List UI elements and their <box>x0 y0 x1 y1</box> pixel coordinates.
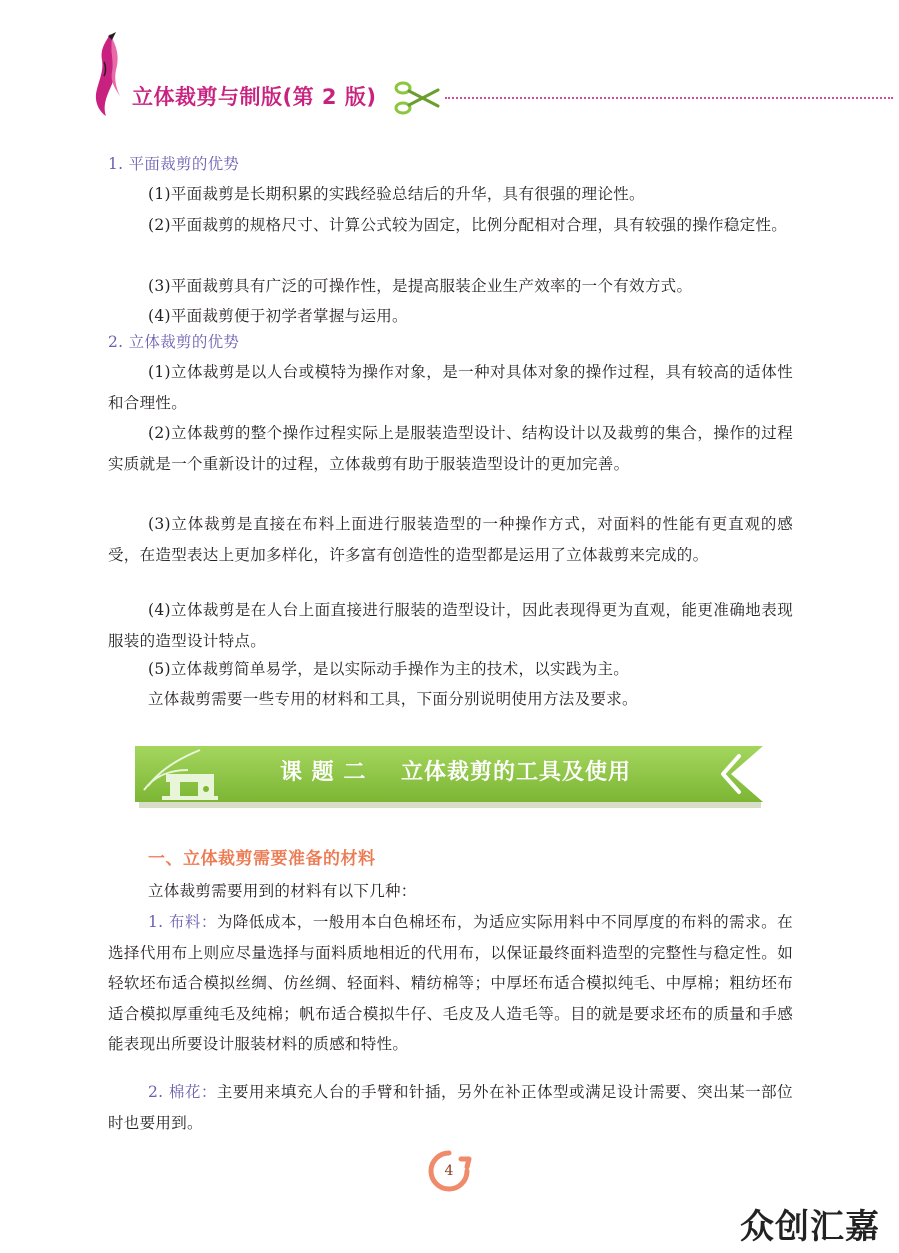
paragraph-flat-2: (2)平面裁剪的规格尺寸、计算公式较为固定，比例分配相对合理，具有较强的操作稳定性。 <box>148 216 788 234</box>
paragraph-flat-3: (3)平面裁剪具有广泛的可操作性，是提高服装企业生产效率的一个有效方式。 <box>148 277 693 295</box>
scissors-icon <box>394 78 440 118</box>
section-title-materials: 一、立体裁剪需要准备的材料 <box>148 849 376 869</box>
cotton-text: 主要用来填充人台的手臂和针插，另外在补正体型或满足设计需要、突出某一部位时也要用到。 <box>108 1083 793 1132</box>
materials-cloth-paragraph <box>108 907 793 1060</box>
paragraph-flat-1: (1)平面裁剪是长期积累的实践经验总结后的升华，具有很强的理论性。 <box>148 185 645 203</box>
materials-cotton-paragraph <box>108 1077 793 1138</box>
banner-title: 课 题 二 立体裁剪的工具及使用 <box>280 760 631 785</box>
paragraph-draping-3: (3)立体裁剪是直接在布料上面进行服装造型的一种操作方式，对面料的性能有更直观的感受，在造型表达上更加多样化，许多富有创造性的造型都是运用了立体裁剪来完成的。 <box>108 515 793 564</box>
book-title: 立体裁剪与制版(第 2 版) <box>132 85 377 109</box>
paragraph-draping-2: (2)立体裁剪的整个操作过程实际上是服装造型设计、结构设计以及裁剪的集合，操作的过程实质就是一个重新设计的过程，立体裁剪有助于服装造型设计的更加完善。 <box>108 424 793 473</box>
paragraph-draping-5: (5)立体裁剪简单易学，是以实际动手操作为主的技术，以实践为主。 <box>148 660 630 678</box>
paragraph-flat-4: (4)平面裁剪便于初学者掌握与运用。 <box>148 307 408 325</box>
watermark-text: 众创汇嘉 <box>740 1207 880 1247</box>
materials-intro: 立体裁剪需要用到的材料有以下几种： <box>148 882 417 900</box>
paragraph-draping-4: (4)立体裁剪是在人台上面直接进行服装的造型设计，因此表现得更为直观，能更准确地表现服装的造型设计特点。 <box>108 601 793 650</box>
cloth-text: 为降低成本，一般用本白色棉坯布，为适应实际用料中不同厚度的布料的需求。在选择代用布上则应尽量选择与面料质地相近的代用布，以保证最终面料造型的完整性与稳定性。如轻软坯布适合模拟丝绸、仿丝绸、轻面料、精纺棉等；中厚坯布适合模拟纯毛、中厚棉；粗纺坯布适合模拟厚重纯毛及纯棉；帆布适合模拟牛仔、毛皮及人造毛等。目的就是要求坯布的质量和手感能表现出所要设计服装材料的质感和特性。 <box>108 913 793 1053</box>
cotton-label: 2. 棉花： <box>148 1083 217 1101</box>
subheading-flat-cutting-advantages: 1. 平面裁剪的优势 <box>108 155 240 173</box>
paragraph-draping-1: (1)立体裁剪是以人台或模特为操作对象，是一种对具体对象的操作过程，具有较高的适体性和合理性。 <box>108 363 793 412</box>
cloth-label: 1. 布料： <box>148 913 217 931</box>
fashion-figure-logo-icon <box>86 32 130 118</box>
page-number-badge <box>425 1147 473 1195</box>
page-number: 4 <box>444 1163 454 1179</box>
sewing-machine-icon <box>140 740 224 802</box>
subheading-draping-advantages: 2. 立体裁剪的优势 <box>108 333 240 351</box>
paragraph-closing: 立体裁剪需要一些专用的材料和工具，下面分别说明使用方法及要求。 <box>148 690 638 708</box>
header-dotted-rule <box>445 97 893 99</box>
